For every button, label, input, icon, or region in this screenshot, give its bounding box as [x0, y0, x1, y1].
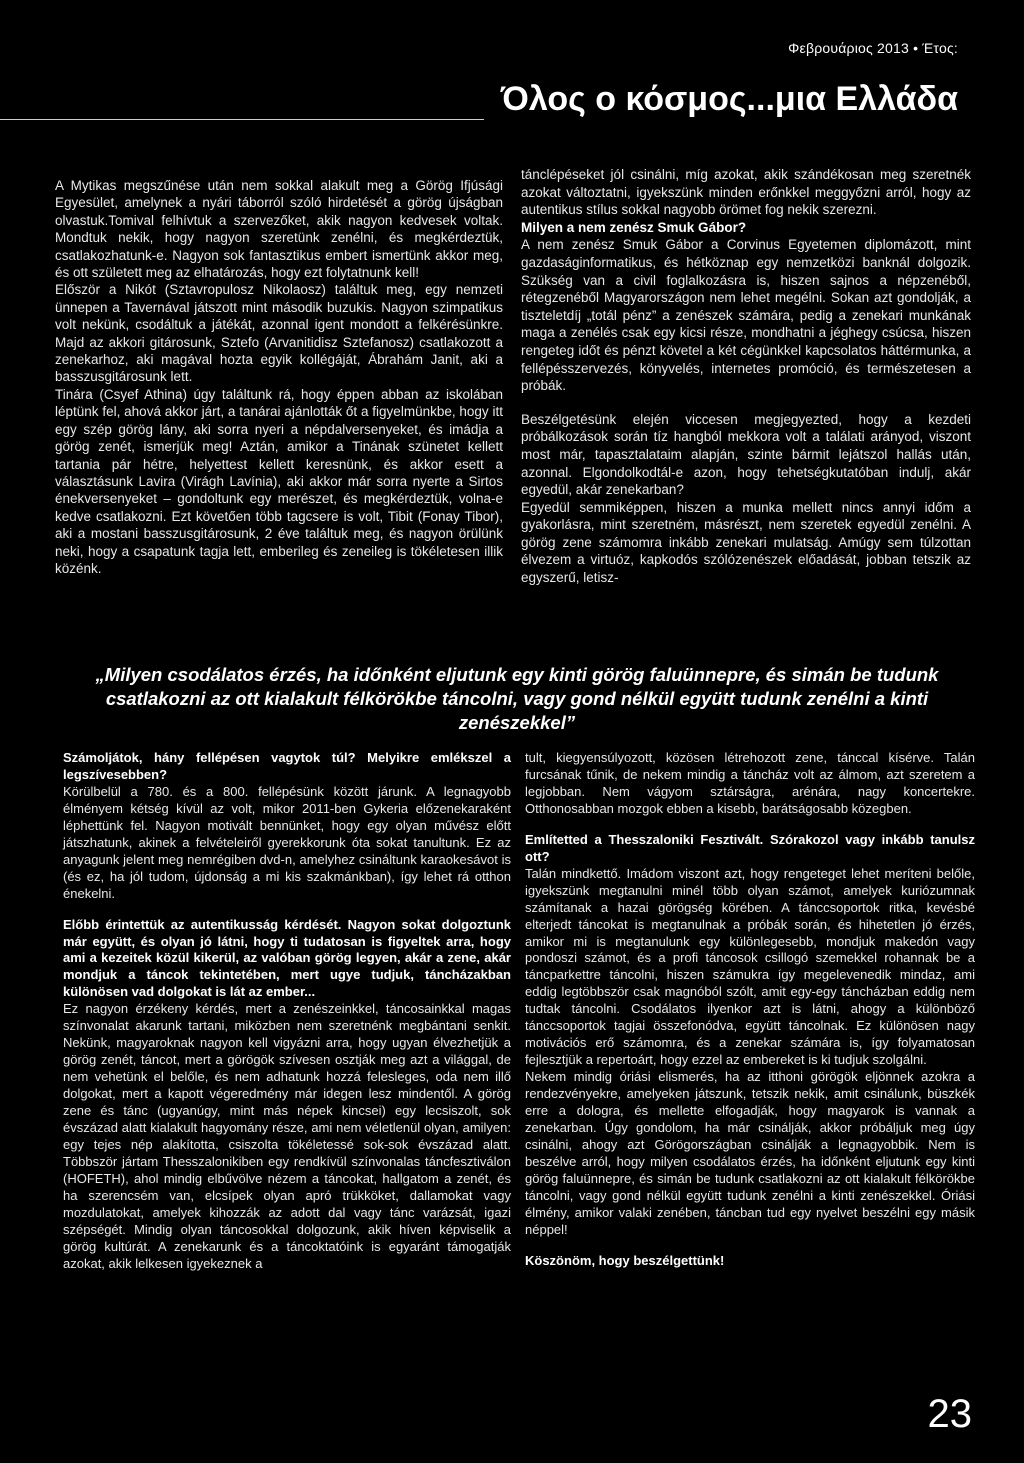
header-rule	[0, 119, 484, 120]
paragraph: Tinára (Csyef Athina) úgy találtunk rá, hogy éppen abban az iskolában léptünk fel, ahová akkor járt, a tanárai ajánlották őt a figyelmünkbe, hogy itt egy szép görög lány, aki sorra nyeri a népdalversenyeket, és imádja a görög zenét, ismerjük meg! Aztán, amikor a Tinának szünetet kellett tartania pár hétre, helyettest kellett keresnünk, és akkor esett a választásunk Lavira (Virágh Lavínia), aki akkor már sorra nyerte a Sirtos énekversenyeket – gondoltunk egy merészet, és megkérdeztük, volna-e kedve csatlakozni. Ezt követően több tagcsere is volt, Tibit (Fonay Tibor), aki a mostani basszusgitárosunk, 2 éve találtuk meg, és nagyon örülünk neki, hogy a csapatunk tagja lett, emberileg és zeneileg is tökéletesen illik közénk.	[55, 386, 503, 576]
interview-question: Beszélgetésünk elején viccesen megjegyezted, hogy a kezdeti próbálkozások során tíz hangból mekkora volt a találati arányod, viszont most már, tapasztalataim alapján, szinte bármit lejátszol hallás után, azonnal. Elgondolkodtál-e azon, hogy tehetségkutatóban indulj, akár egyedül, akár zenekarban?	[521, 411, 971, 498]
interview-question: Előbb érintettük az autentikusság kérdését. Nagyon sokat dolgoztunk már együtt, és olyan jó látni, hogy ti tudatosan is figyeltek arra, hogy ami a kezeitek közül kikerül, az valóban görög legyen, akár a zene, akár mondjuk a táncok tekintetében, mert ugye tudjuk, táncházakban különösen vad dolgokat is lát az ember...	[63, 916, 511, 1000]
paragraph: Egyedül semmiképpen, hiszen a munka mellett nincs annyi időm a gyakorlásra, mint szeretném, másrészt, nem szeretek egyedül zenélni. A görög zene számomra inkább zenekari mulatság. Amúgy sem túlzottan élvezem a virtuóz, kapkodós szólózenészek előadását, jobban tetszik az egyszerű, letisz-	[521, 499, 971, 586]
bottom-right-column	[525, 750, 975, 1270]
section-title: Όλος ο κόσμος...μια Ελλάδα	[500, 80, 958, 118]
paragraph: Nekem mindig óriási elismerés, ha az itthoni görögök eljönnek azokra a rendezvényekre, amelyeken játszunk, tetszik nekik, amit csinálunk, büszkék erre a dologra, és mellette elfogadják, hogy magyarok is vannak a zenekarban. Úgy gondolom, ha már csinálják, akkor próbáljuk meg úgy csinálni, ahogy azt Görögországban csinálják a legnagyobbik. Nem is beszélve arról, hogy milyen csodálatos érzés, ha időnként eljutunk egy kinti görög faluünnepre, és simán be tudunk csatlakozni az ott kialakult félkörökbe táncolni, vagy gond nélkül együtt tudunk zenélni a kinti zenészekkel. Óriási élmény, amikor valaki zenében, táncban tud egy nyelvet beszélni egy másik néppel!	[525, 1069, 975, 1237]
page-number: 23	[927, 1392, 972, 1436]
interview-question: Említetted a Thesszaloniki Fesztivált. Szórakozol vagy inkább tanulsz ott?	[525, 831, 975, 864]
top-left-column	[55, 177, 503, 577]
interview-question: Milyen a nem zenész Smuk Gábor?	[521, 219, 747, 235]
top-right-column	[521, 166, 971, 587]
paragraph: Először a Nikót (Sztavropulosz Nikolaosz) találtuk meg, egy nemzeti ünnepen a Tavernával játszott mint második buzukis. Nagyon szimpatikus volt nekünk, csodáltuk a játékát, azonnal igent mondott a felkérésünkre. Majd az akkori gitárosunk, Sztefo (Arvanitidisz Sztefanosz) csatlakozott a zenekarhoz, aki magával hozta egyik kollégáját, Ábrahám Janit, aki a basszusgitárosunk lett.	[55, 282, 503, 385]
paragraph: A nem zenész Smuk Gábor a Corvinus Egyetemen diplomázott, mint gazdaságinformatikus, és hétköznap egy nemzetközi banknál dolgozik. Szükség van a civil foglalkozásra is, hiszen sajnos a népzenéből, rétegzenéből Magyarországon nem lehet megélni. Sokan azt gondolják, a tiszteletdíj „totál pénz” a zenészek számára, pedig a zenekari munkának maga a zenélés csak egy kicsi része, mondhatni a jéghegy csúcsa, hiszen rengeteg időt és pénzt követel a két cégünkkel kapcsolatos háttérmunka, a fellépésszervezés, könyvelés, internetes promóció, és természetesen a próbák.	[521, 237, 971, 394]
paragraph: A Mytikas megszűnése után nem sokkal alakult meg a Görög Ifjúsági Egyesület, amelynek a nyári táborról szóló hirdetését a görög újságban olvastuk.Tomival felhívtuk a szervezőket, akik nagyon kedvesek voltak. Mondtuk nekik, hogy nagyon szeretünk zenélni, és megkérdeztük, csatlakozhatunk-e. Nagyon sok fantasztikus embert ismertünk akkor meg, és ott született meg az elhatározás, hogy ezt folytatnunk kell!	[55, 178, 503, 281]
issue-date: Φεβρουάριος 2013 • Έτος:	[788, 40, 958, 56]
paragraph: tánclépéseket jól csinálni, míg azokat, akik szándékosan meg szeretnék azokat változtatni, igyekszünk minden erőnkkel meggyőzni arról, hogy az autentikus stílus sokkal nagyobb örömet fog nekik szerezni.	[521, 167, 971, 218]
interview-question: Számoljátok, hány fellépésen vagytok túl? Melyikre emlékszel a legszívesebben?	[63, 750, 511, 782]
paragraph: Körülbelül a 780. és a 800. fellépésünk között járunk. A legnagyobb élményem kétség kívül az volt, mikor 2011-ben Gykeria előzenekaraként léphettünk fel. Nagyon motivált bennünket, hogy egy olyan művész előtt játszhatunk, akinek a felvételeiről gyerekkorunk óta sokat tanultunk. Ez az anyagunk jelent meg nemrégiben dvd-n, amelyhez csináltunk karaokesávot is (és ez, ha jól tudom, újdonság a mi kis szakmánkban), így lehet rá otthon énekelni.	[63, 783, 511, 901]
closing-line: Köszönöm, hogy beszélgettünk!	[525, 1252, 725, 1268]
bottom-left-column	[63, 750, 511, 1273]
paragraph: tult, kiegyensúlyozott, közösen létrehozott zene, tánccal kísérve. Talán furcsának tűnik, de nekem mindig a táncház volt az álmom, azt szeretem a legjobban. Nem vágyom sztárságra, arénára, nagy koncertekre. Otthonosabban mozgok ebben a kisebb, barátságosabb közegben.	[525, 750, 975, 816]
paragraph: Ez nagyon érzékeny kérdés, mert a zenészeinkkel, táncosainkkal magas színvonalat akarunk tartani, miközben nem szeretnénk megbántani senkit. Nekünk, magyaroknak nagyon kell vigyázni arra, hogy ugyan élvezhetjük a görög zenét, táncot, mert a görögök szívesen osztják meg azt a világgal, de nem vehetünk el belőle, és nem adhatunk hozzá felesleges, oda nem illő dolgokat, mert a kapott végeredmény már idegen lesz mindentől. A görög zene és tánc (ugyanúgy, mint más népek kincsei) egy lecsiszolt, sok évszázad alatt kialakult hagyomány része, ami nem véletlenül olyan, amilyen: egy tejes nép alakította, csiszolta tökéletessé sok-sok évszázad alatt. Többször jártam Thesszalonikiben egy rendkívül színvonalas táncfesztiválon (HOFETH), ahol mindig elbűvölve nézem a táncokat, hallgatom a zenét, és ha szerencsém van, elcsípek olyan apró trükköket, dallamokat vagy mozdulatokat, amelyek kihozzák az adott dal vagy tánc varázsát, igazi szépségét. Mindig olyan táncosokkal dolgozunk, akik híven képviselik a görög kultúrát. A zenekarunk és a táncoktatóink is egyaránt támogatják azokat, akik lelkesen igyekeznek a	[63, 1001, 511, 1271]
paragraph: Talán mindkettő. Imádom viszont azt, hogy rengeteget lehet meríteni belőle, igyekszünk megtanulni minél több olyan számot, amelyek kuriózumnak számítanak a hazai görögség körében. A tánccsoportok ritka, kevésbé elterjedt táncokat is megtanulnak a próbák során, és hihetetlen jó érzés, amikor mi is megtanulunk egy különlegesebb, mondjuk makedón vagy pondoszi számot, és a profi táncosok csillogó szemekkel rohannak be a táncparkettre táncolni, hiszen számukra így megelevenedik mindaz, ami eddig legtöbbször csak magnóból szólt, amit egy-egy táncházban eddig nem tudtak táncolni. Csodálatos ilyenkor azt is látni, ahogy a különböző tánccsoportok tagjai összefonódva, együtt táncolnak. Ez különösen nagy motivációs erő számomra, és a zenekar számára is, így folyamatosan fejlesztjük a repertoárt, hogy ezzel az embereket is ki tudjuk szolgálni.	[525, 865, 975, 1068]
pull-quote: „Milyen csodálatos érzés, ha időnként eljutunk egy kinti görög faluünnepre, és simán be tudunk csatlakozni az ott kialakult félkörökbe táncolni, vagy gond nélkül együtt tudunk zenélni a kinti zenészekkel”	[95, 664, 939, 733]
